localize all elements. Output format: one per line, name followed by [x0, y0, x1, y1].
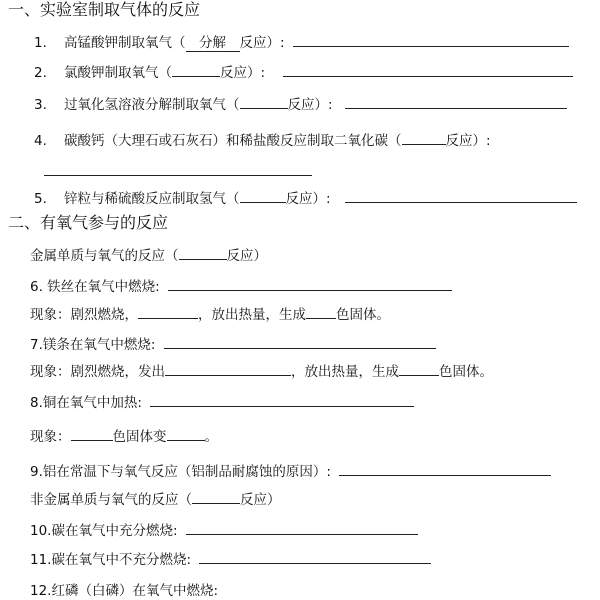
- item-7-obs-c: 色固体。: [439, 364, 493, 380]
- item-2-suffix: 反应）:: [220, 65, 266, 81]
- item-2: [34, 62, 573, 82]
- metal-intro-suffix: 反应）: [226, 248, 267, 264]
- item-4-suffix: 反应）:: [445, 133, 491, 149]
- item-4-type-blank[interactable]: [402, 130, 446, 145]
- item-3-blank[interactable]: [345, 94, 567, 109]
- section-1-title: 一、实验室制取气体的反应: [8, 0, 201, 19]
- item-7-obs-blank-2[interactable]: [399, 361, 439, 376]
- item-7-blank[interactable]: [164, 334, 436, 349]
- item-3-text: 过氧化氢溶液分解制取氧气（: [64, 97, 240, 113]
- item-3-number: 3.: [34, 97, 47, 113]
- item-12-text: 12.红磷（白磷）在氧气中燃烧:: [30, 583, 219, 599]
- item-1-answer: 分解: [186, 35, 240, 52]
- item-8-obs-blank-2[interactable]: [167, 426, 205, 441]
- item-9-blank[interactable]: [339, 461, 551, 476]
- item-10-blank[interactable]: [186, 520, 418, 535]
- item-7-obs-b: ，放出热量，生成: [291, 364, 399, 380]
- item-5-number: 5.: [34, 191, 47, 207]
- item-8-blank[interactable]: [150, 392, 414, 407]
- item-5-type-blank[interactable]: [240, 188, 286, 203]
- item-7-observation: [30, 361, 493, 381]
- item-3-suffix: 反应）:: [287, 97, 333, 113]
- item-6-obs-c: 色固体。: [336, 307, 390, 323]
- item-7-obs-a: 现象：剧烈燃烧，发出: [30, 364, 165, 380]
- item-1-blank[interactable]: [293, 32, 569, 47]
- item-6-text: 6. 铁丝在氧气中燃烧:: [30, 279, 160, 295]
- item-2-blank[interactable]: [283, 62, 573, 77]
- item-8-obs-blank-1[interactable]: [71, 426, 113, 441]
- nonmetal-intro-text: 非金属单质与氧气的反应（: [30, 492, 192, 508]
- item-6-obs-blank-2[interactable]: [306, 304, 336, 319]
- item-11-blank[interactable]: [199, 549, 431, 564]
- item-12: [30, 582, 218, 600]
- item-2-number: 2.: [34, 65, 47, 81]
- item-4-text: 碳酸钙（大理石或石灰石）和稀盐酸反应制取二氧化碳（: [64, 133, 402, 149]
- item-5: [34, 188, 577, 208]
- item-11: [30, 549, 431, 569]
- item-6-obs-blank-1[interactable]: [138, 304, 198, 319]
- item-2-type-blank[interactable]: [172, 62, 220, 77]
- item-8-obs-b: 色固体变: [112, 429, 167, 445]
- item-3-type-blank[interactable]: [240, 94, 288, 109]
- section-2-title: 二、有氧气参与的反应: [8, 213, 169, 232]
- item-10: [30, 520, 418, 540]
- item-1-number: 1.: [34, 35, 47, 51]
- item-5-text: 锌粒与稀硫酸反应制取氢气（: [64, 191, 240, 207]
- item-8-observation: [30, 426, 218, 446]
- item-4-blank[interactable]: [44, 161, 312, 176]
- item-7-text: 7.镁条在氧气中燃烧:: [30, 337, 156, 353]
- item-8: [30, 392, 414, 412]
- item-3: [34, 94, 567, 114]
- item-4-number: 4.: [34, 133, 47, 149]
- item-11-text: 11.碳在氧气中不充分燃烧:: [30, 552, 192, 568]
- nonmetal-intro-suffix: 反应）: [240, 492, 281, 508]
- metal-intro-text: 金属单质与氧气的反应（: [30, 248, 179, 264]
- item-8-text: 8.铜在氧气中加热:: [30, 395, 142, 411]
- item-1-text: 高锰酸钾制取氧气（: [64, 35, 186, 51]
- item-4: [34, 130, 491, 150]
- metal-intro: [30, 245, 267, 265]
- nonmetal-intro: [30, 489, 281, 509]
- item-8-obs-c: 。: [204, 429, 218, 445]
- item-6-obs-b: ，放出热量，生成: [198, 307, 306, 323]
- item-5-blank[interactable]: [345, 188, 577, 203]
- item-9: [30, 461, 551, 481]
- metal-type-blank[interactable]: [179, 245, 227, 260]
- item-6-obs-a: 现象：剧烈燃烧，: [30, 307, 138, 323]
- nonmetal-type-blank[interactable]: [192, 489, 240, 504]
- item-6: [30, 276, 452, 296]
- item-2-text: 氯酸钾制取氧气（: [64, 65, 172, 81]
- item-8-obs-a: 现象：: [30, 429, 71, 445]
- item-6-observation: [30, 304, 390, 324]
- item-7: [30, 334, 436, 354]
- item-6-blank[interactable]: [168, 276, 452, 291]
- item-9-text: 9.铝在常温下与氧气反应（铝制品耐腐蚀的原因）:: [30, 464, 331, 480]
- item-1-suffix: 反应）:: [239, 35, 285, 51]
- item-4-answer-line: [44, 161, 312, 181]
- item-1: [34, 32, 569, 52]
- item-10-text: 10.碳在氧气中充分燃烧:: [30, 523, 178, 539]
- item-7-obs-blank-1[interactable]: [165, 361, 291, 376]
- item-5-suffix: 反应）:: [285, 191, 331, 207]
